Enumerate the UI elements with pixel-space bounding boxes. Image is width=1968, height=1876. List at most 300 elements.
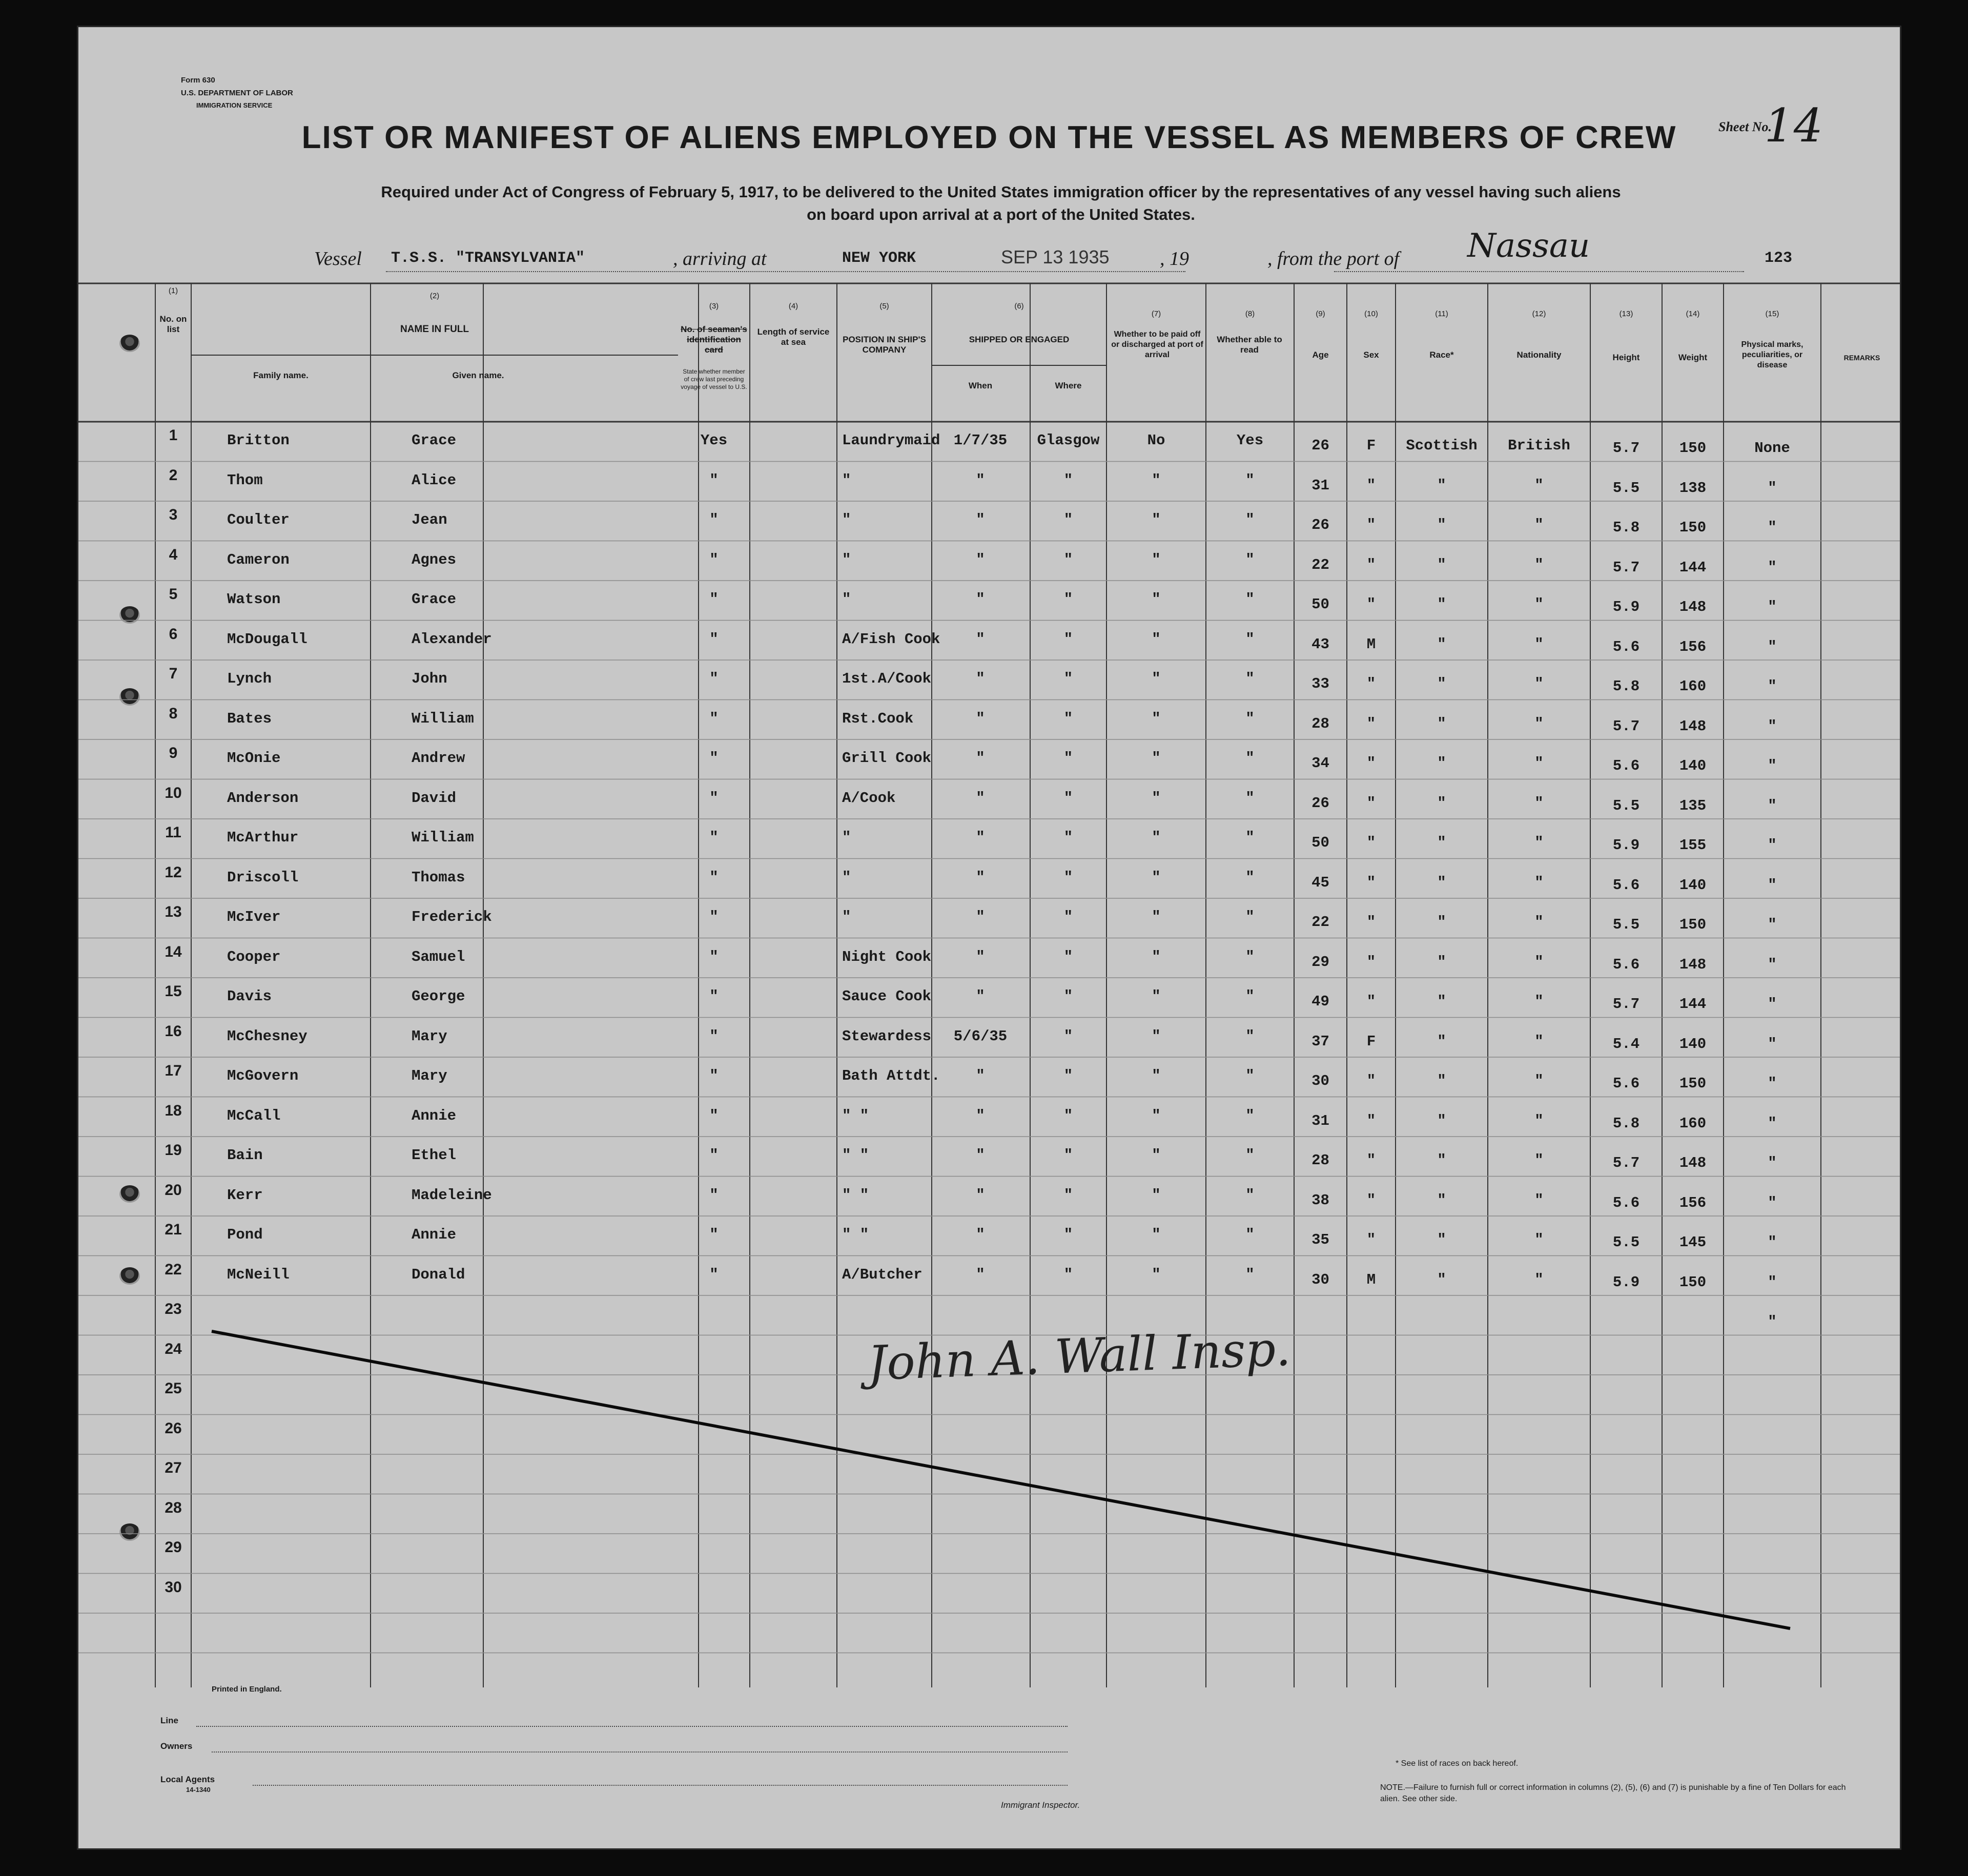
paid-off: " (1152, 789, 1161, 807)
weight: 140 (1679, 1035, 1707, 1053)
age: 31 (1311, 1112, 1329, 1129)
fine-note: NOTE.—Failure to furnish full or correct information in columns (2), (5), (6) and (7) is punishable by a fine of Ten Dollars for each alien. See other side. (1380, 1783, 1846, 1803)
family-name: McArthur (227, 829, 299, 846)
age: 29 (1311, 953, 1329, 971)
given-name: George (412, 988, 465, 1005)
weight: 144 (1679, 996, 1707, 1013)
shipped-where: " (1063, 471, 1073, 489)
height: 5.4 (1612, 1035, 1640, 1053)
height: 5.6 (1612, 1075, 1640, 1092)
shipped-where: " (1063, 1107, 1073, 1124)
shipped-when: " (976, 988, 985, 1005)
position: Grill Cook (842, 750, 932, 767)
shipped-where: Glasgow (1037, 432, 1100, 449)
weight: 135 (1679, 797, 1707, 814)
family-name: Watson (227, 591, 281, 608)
row-number: 25 (165, 1380, 182, 1397)
row-number: 12 (165, 863, 182, 881)
row-number: 17 (165, 1062, 182, 1079)
physical-marks: " (1768, 559, 1777, 576)
previous-voyage: " (709, 1107, 719, 1124)
row-number: 7 (169, 665, 178, 682)
paid-off: " (1152, 1266, 1161, 1283)
age: 34 (1311, 755, 1329, 772)
shipped-where: " (1063, 1067, 1073, 1084)
race: " (1437, 794, 1446, 812)
physical-marks: " (1768, 479, 1777, 497)
weight: 140 (1679, 876, 1707, 894)
nationality: " (1534, 715, 1544, 732)
nationality: " (1534, 517, 1544, 533)
weight: 145 (1679, 1234, 1707, 1251)
weight: 148 (1679, 717, 1707, 735)
paid-off: " (1152, 511, 1161, 528)
column-header: Length of service at sea (757, 327, 830, 347)
given-name: Ethel (412, 1147, 457, 1164)
given-name: John (412, 670, 447, 687)
height: 5.6 (1612, 638, 1640, 655)
age: 26 (1311, 517, 1329, 533)
column-header: (5) (879, 302, 889, 311)
paid-off: " (1152, 1226, 1161, 1243)
able-to-read: " (1245, 670, 1255, 687)
row-number: 1 (169, 427, 178, 444)
position: " " (842, 1186, 869, 1204)
row-number: 16 (165, 1022, 182, 1040)
race: Scottish (1406, 437, 1478, 454)
sex: " (1366, 993, 1376, 1010)
able-to-read: " (1245, 1107, 1255, 1124)
race: " (1437, 1152, 1446, 1169)
sex: " (1366, 1191, 1376, 1209)
nationality: " (1534, 1191, 1544, 1209)
race: " (1437, 556, 1446, 573)
age: 43 (1311, 635, 1329, 653)
nationality: " (1534, 1112, 1544, 1129)
position: Rst.Cook (842, 710, 914, 727)
vessel-name: T.S.S. "TRANSYLVANIA" (391, 250, 585, 267)
previous-voyage: " (709, 909, 719, 925)
nationality: " (1534, 755, 1544, 772)
height: 5.6 (1612, 876, 1640, 894)
able-to-read: " (1245, 1027, 1255, 1045)
position: " (842, 591, 851, 608)
paid-off: " (1152, 869, 1161, 886)
physical-marks: " (1768, 1194, 1777, 1211)
page-title: LIST OR MANIFEST OF ALIENS EMPLOYED ON THE VESSEL AS MEMBERS OF CREW (301, 120, 1677, 155)
shipped-when: 5/6/35 (953, 1027, 1008, 1045)
family-name: Cameron (227, 551, 290, 568)
age: 45 (1311, 874, 1329, 891)
sheet-label: Sheet No. (1718, 119, 1772, 134)
age: 49 (1311, 993, 1329, 1010)
sex: " (1366, 914, 1376, 931)
physical-marks: " (1768, 519, 1777, 536)
column-header: No. on list (159, 314, 187, 334)
column-header: REMARKS (1843, 354, 1880, 362)
race: " (1437, 914, 1446, 931)
family-name: Britton (227, 432, 290, 449)
inspector-label: Immigrant Inspector. (1001, 1800, 1080, 1810)
physical-marks: " (1768, 599, 1777, 615)
row-number: 6 (169, 625, 178, 643)
race: " (1437, 1231, 1446, 1248)
column-header: No. of seaman's identification card (681, 324, 747, 355)
able-to-read: " (1245, 1186, 1255, 1204)
sex: " (1366, 794, 1376, 812)
height: 5.5 (1612, 916, 1640, 933)
subtitle-line-1: Required under Act of Congress of February 5, 1917, to be delivered to the United States immigration officer by the representatives of any vessel having such aliens (381, 183, 1621, 201)
position: Night Cook (842, 948, 932, 965)
family-name: McChesney (227, 1027, 308, 1045)
paid-off: " (1152, 948, 1161, 965)
row-number: 14 (165, 943, 182, 960)
shipped-when: " (976, 909, 985, 925)
row-number: 15 (165, 983, 182, 1000)
row-number: 26 (165, 1419, 182, 1437)
age: 26 (1311, 437, 1329, 454)
able-to-read: " (1245, 789, 1255, 807)
height: 5.6 (1612, 757, 1640, 774)
column-header: (8) (1245, 310, 1255, 318)
column-header: (12) (1532, 310, 1546, 318)
row-number: 27 (165, 1459, 182, 1476)
row-number: 10 (165, 784, 182, 801)
given-name: Grace (412, 591, 457, 608)
age: 50 (1311, 596, 1329, 613)
column-header: Whether to be paid off or discharged at port of arrival (1111, 330, 1203, 359)
row-number: 21 (165, 1221, 182, 1238)
previous-voyage: " (709, 591, 719, 608)
previous-voyage: " (709, 869, 719, 886)
race: " (1437, 1112, 1446, 1129)
previous-voyage: " (709, 1147, 719, 1164)
nationality: " (1534, 953, 1544, 971)
given-name: Alexander (412, 630, 492, 648)
sex: F (1366, 437, 1376, 454)
previous-voyage: " (709, 670, 719, 687)
shipped-when: " (976, 511, 985, 528)
nationality: British (1508, 437, 1570, 454)
shipped-when: " (976, 710, 985, 727)
given-name: William (412, 710, 474, 727)
row-number: 19 (165, 1142, 182, 1159)
physical-marks: None (1754, 440, 1790, 457)
position: " " (842, 1107, 869, 1124)
sex: " (1366, 477, 1376, 494)
shipped-where: " (1063, 670, 1073, 687)
height: 5.8 (1612, 1115, 1640, 1132)
previous-voyage: " (709, 750, 719, 767)
able-to-read: " (1245, 1226, 1255, 1243)
page-number: 123 (1765, 250, 1793, 267)
given-name: Mary (412, 1067, 447, 1084)
row-number: 11 (165, 824, 181, 841)
row-number: 5 (169, 586, 178, 603)
family-name: Driscoll (227, 869, 299, 886)
paid-off: " (1152, 1186, 1161, 1204)
printed-in: Printed in England. (212, 1685, 282, 1694)
sex: " (1366, 953, 1376, 971)
shipped-where: " (1063, 710, 1073, 727)
able-to-read: " (1245, 710, 1255, 727)
able-to-read: " (1245, 630, 1255, 648)
weight: 144 (1679, 559, 1707, 576)
previous-voyage: " (709, 988, 719, 1005)
weight: 150 (1679, 916, 1707, 933)
shipped-when: " (976, 1226, 985, 1243)
column-header: (4) (788, 302, 798, 311)
races-note: * See list of races on back hereof. (1396, 1759, 1519, 1768)
previous-voyage: " (709, 1266, 719, 1283)
previous-voyage: " (709, 630, 719, 648)
shipped-when: " (976, 869, 985, 886)
paid-off: " (1152, 829, 1161, 846)
able-to-read: Yes (1236, 432, 1264, 449)
sex: " (1366, 1231, 1376, 1248)
family-name: McDougall (227, 630, 308, 648)
shipped-where: " (1063, 591, 1073, 608)
shipped-when: " (976, 1067, 985, 1084)
row-number: 2 (169, 466, 178, 484)
nationality: " (1534, 794, 1544, 812)
weight: 150 (1679, 1075, 1707, 1092)
weight: 155 (1679, 837, 1707, 854)
shipped-when: " (976, 829, 985, 846)
paid-off: " (1152, 591, 1161, 608)
family-name: Lynch (227, 670, 272, 687)
given-name: Annie (412, 1107, 457, 1124)
shipped-where: " (1063, 829, 1073, 846)
nationality: " (1534, 834, 1544, 851)
date-stamp: SEP 13 1935 (1001, 246, 1110, 267)
able-to-read: " (1245, 551, 1255, 568)
family-name: Kerr (227, 1186, 263, 1204)
physical-marks: " (1768, 1155, 1777, 1171)
height: 5.7 (1612, 440, 1640, 457)
height: 5.7 (1612, 717, 1640, 735)
physical-marks: " (1768, 996, 1777, 1013)
physical-marks: " (1768, 757, 1777, 774)
shipped-when: " (976, 789, 985, 807)
column-header: State whether member of crew last preceding voyage of vessel to U.S. (681, 368, 747, 390)
column-header: Age (1312, 350, 1329, 360)
column-header: NAME IN FULL (400, 324, 469, 335)
previous-voyage: Yes (700, 432, 728, 449)
from-label: , from the port of (1267, 248, 1400, 270)
given-name: Andrew (412, 750, 465, 767)
row-number: 28 (165, 1499, 182, 1516)
column-header: (9) (1316, 310, 1325, 318)
column-header: SHIPPED OR ENGAGED (969, 335, 1070, 344)
year-label: , 19 (1160, 248, 1189, 270)
position: Stewardess (842, 1027, 932, 1045)
column-header: Weight (1678, 353, 1708, 362)
shipped-when: " (976, 630, 985, 648)
position: A/Butcher (842, 1266, 922, 1283)
shipped-where: " (1063, 1027, 1073, 1045)
column-header: When (968, 381, 993, 390)
column-header: (1) (168, 286, 178, 295)
position: A/Fish Cook (842, 630, 940, 648)
nationality: " (1534, 1152, 1544, 1169)
paid-off: " (1152, 710, 1161, 727)
line-label: Line (160, 1716, 178, 1725)
age: 22 (1311, 556, 1329, 573)
position: 1st.A/Cook (842, 670, 932, 687)
height: 5.9 (1612, 837, 1640, 854)
shipped-when: " (976, 948, 985, 965)
vessel-label: Vessel (314, 248, 362, 270)
previous-voyage: " (709, 511, 719, 528)
position: " (842, 869, 851, 886)
given-name: Samuel (412, 948, 465, 965)
given-name: David (412, 789, 457, 807)
physical-marks: " (1768, 1075, 1777, 1092)
height: 5.5 (1612, 797, 1640, 814)
age: 30 (1311, 1271, 1329, 1288)
paid-off: " (1152, 1147, 1161, 1164)
height: 5.5 (1612, 479, 1640, 497)
race: " (1437, 834, 1446, 851)
weight: 140 (1679, 757, 1707, 774)
previous-voyage: " (709, 1027, 719, 1045)
shipped-where: " (1063, 511, 1073, 528)
physical-marks: " (1768, 678, 1777, 695)
previous-voyage: " (709, 1067, 719, 1084)
age: 28 (1311, 1152, 1329, 1169)
height: 5.7 (1612, 996, 1640, 1013)
family-name: McOnie (227, 750, 281, 767)
shipped-where: " (1063, 1266, 1073, 1283)
previous-voyage: " (709, 1226, 719, 1243)
race: " (1437, 1073, 1446, 1089)
race: " (1437, 1271, 1446, 1288)
shipped-when: " (976, 471, 985, 489)
family-name: McCall (227, 1107, 281, 1124)
sex: " (1366, 675, 1376, 692)
given-name: Grace (412, 432, 457, 449)
physical-marks: " (1768, 876, 1777, 894)
shipped-when: " (976, 1186, 985, 1204)
weight: 148 (1679, 956, 1707, 973)
column-header: (15) (1765, 310, 1779, 318)
paid-off: " (1152, 551, 1161, 568)
column-header: (13) (1619, 310, 1633, 318)
shipped-where: " (1063, 869, 1073, 886)
previous-voyage: " (709, 710, 719, 727)
able-to-read: " (1245, 471, 1255, 489)
position: Sauce Cook (842, 988, 932, 1005)
row-number: 24 (165, 1340, 182, 1357)
given-name: Frederick (412, 909, 492, 925)
family-name: Coulter (227, 511, 290, 528)
nationality: " (1534, 874, 1544, 891)
department: U.S. DEPARTMENT OF LABOR (181, 89, 293, 97)
row-number: 8 (169, 705, 178, 722)
sex: M (1366, 1271, 1376, 1288)
arriving-label: , arriving at (673, 248, 767, 270)
weight: 150 (1679, 1273, 1707, 1291)
shipped-where: " (1063, 988, 1073, 1005)
sex: " (1366, 517, 1376, 533)
able-to-read: " (1245, 591, 1255, 608)
sheet-number: 14 (1764, 99, 1823, 153)
race: " (1437, 596, 1446, 613)
nationality: " (1534, 675, 1544, 692)
sex: " (1366, 596, 1376, 613)
race: " (1437, 1033, 1446, 1050)
column-header: Race* (1429, 350, 1454, 360)
age: 33 (1311, 675, 1329, 692)
column-header: Physical marks, peculiarities, or disease (1741, 340, 1803, 369)
height: 5.8 (1612, 519, 1640, 536)
from-port: Nassau (1467, 227, 1590, 265)
sex: " (1366, 715, 1376, 732)
position: " (842, 471, 851, 489)
family-name: Thom (227, 471, 263, 489)
sex: " (1366, 834, 1376, 851)
paid-off: " (1152, 909, 1161, 925)
row-number: 29 (165, 1539, 182, 1556)
family-name: Bain (227, 1147, 263, 1164)
row-number: 13 (165, 903, 182, 920)
shipped-when: " (976, 1266, 985, 1283)
given-name: William (412, 829, 474, 846)
physical-marks: " (1768, 956, 1777, 973)
position: " (842, 829, 851, 846)
shipped-where: " (1063, 630, 1073, 648)
height: 5.9 (1612, 1273, 1640, 1291)
row-number: 3 (169, 506, 178, 523)
family-name: McGovern (227, 1067, 299, 1084)
nationality: " (1534, 477, 1544, 494)
subtitle-line-2: on board upon arrival at a port of the United States. (807, 205, 1195, 223)
physical-marks: " (1768, 1273, 1777, 1291)
given-name: Jean (412, 511, 447, 528)
age: 50 (1311, 834, 1329, 851)
race: " (1437, 874, 1446, 891)
column-header: (10) (1364, 310, 1378, 318)
weight: 160 (1679, 678, 1707, 695)
physical-marks: " (1768, 638, 1777, 655)
weight: 160 (1679, 1115, 1707, 1132)
nationality: " (1534, 556, 1544, 573)
family-name: Pond (227, 1226, 263, 1243)
sex: F (1366, 1033, 1376, 1050)
race: " (1437, 1191, 1446, 1209)
nationality: " (1534, 993, 1544, 1010)
weight: 150 (1679, 440, 1707, 457)
age: 35 (1311, 1231, 1329, 1248)
row-number: 30 (165, 1578, 182, 1596)
given-name: Annie (412, 1226, 457, 1243)
position: " (842, 551, 851, 568)
able-to-read: " (1245, 1147, 1255, 1164)
column-header: Where (1055, 381, 1082, 390)
column-header: POSITION IN SHIP'S COMPANY (843, 335, 926, 355)
height: 5.9 (1612, 599, 1640, 615)
physical-marks: " (1768, 837, 1777, 854)
column-header: (2) (429, 292, 440, 300)
able-to-read: " (1245, 1067, 1255, 1084)
able-to-read: " (1245, 988, 1255, 1005)
family-name: Cooper (227, 948, 281, 965)
owners-label: Owners (160, 1741, 193, 1751)
paid-off: " (1152, 1027, 1161, 1045)
column-header: (6) (1014, 302, 1024, 311)
nationality: " (1534, 596, 1544, 613)
